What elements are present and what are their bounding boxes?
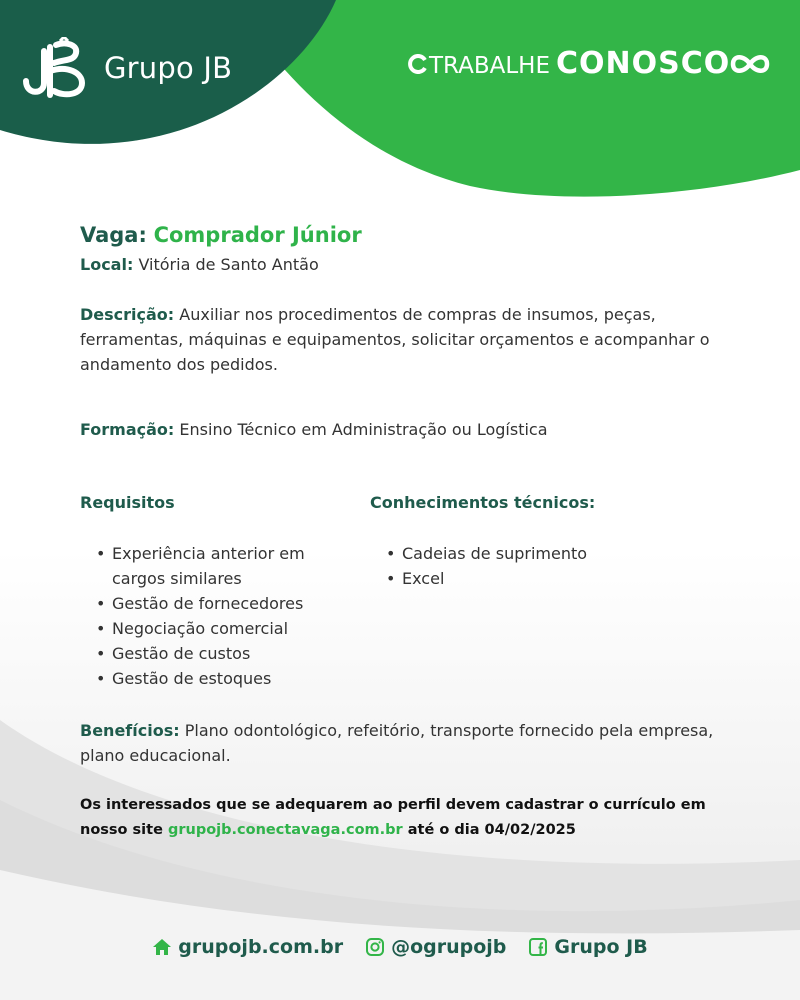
- list-item: • Gestão de fornecedores: [80, 591, 340, 616]
- home-icon: [152, 937, 172, 957]
- local-label: Local:: [80, 255, 134, 274]
- descricao-text: Auxiliar nos procedimentos de compras de insumos, peças, ferramentas, máquinas e equipamentos, solicitar orçamentos e acompanhar o andamento dos pedidos.: [80, 305, 710, 374]
- tagline-light: TRABALHE: [429, 53, 550, 79]
- cta-text-before: Os interessados que se adequarem ao perfil devem cadastrar o currículo em nosso site: [80, 797, 706, 838]
- footer: [0, 936, 800, 958]
- list-item: • Gestão de custos: [80, 641, 340, 666]
- call-to-action: [80, 793, 740, 843]
- formacao-label: Formação:: [80, 420, 175, 439]
- trabalhe-conosco-title: [408, 46, 770, 81]
- cta-text-after: até o dia 04/02/2025: [407, 822, 576, 838]
- brand-name: Grupo JB: [104, 51, 233, 85]
- requisitos-heading: Requisitos: [80, 493, 175, 512]
- list-item: • Cadeias de suprimento: [370, 541, 670, 566]
- conhecimentos-heading: Conhecimentos técnicos:: [370, 493, 596, 512]
- list-item: • Experiência anterior em cargos similares: [80, 541, 340, 591]
- tagline-bold: CONOSCO: [556, 46, 731, 81]
- instagram-text: @ogrupojb: [391, 936, 507, 958]
- descricao-block: [80, 302, 720, 377]
- local-value: Vitória de Santo Antão: [138, 255, 319, 274]
- local-line: [80, 255, 319, 274]
- loop-icon: [730, 52, 770, 76]
- formacao-text: Ensino Técnico em Administração ou Logística: [179, 420, 548, 439]
- list-item: • Gestão de estoques: [80, 666, 340, 691]
- conhecimentos-list: [370, 541, 670, 591]
- cta-link[interactable]: grupojb.conectavaga.com.br: [167, 822, 403, 838]
- facebook-text: Grupo JB: [554, 936, 648, 958]
- job-title-line: [80, 223, 362, 247]
- instagram-icon: [365, 937, 385, 957]
- footer-website[interactable]: [152, 936, 343, 958]
- facebook-icon: [528, 937, 548, 957]
- descricao-label: Descrição:: [80, 305, 175, 324]
- arc-icon: [408, 54, 428, 74]
- vaga-title: Comprador Júnior: [153, 223, 362, 247]
- beneficios-label: Benefícios:: [80, 721, 180, 740]
- list-item: • Negociação comercial: [80, 616, 340, 641]
- beneficios-block: [80, 718, 720, 768]
- logo-mark-icon: [20, 37, 96, 101]
- vaga-label: Vaga:: [80, 223, 147, 247]
- list-item: • Excel: [370, 566, 670, 591]
- footer-instagram[interactable]: [365, 936, 506, 958]
- formacao-line: [80, 420, 548, 439]
- requisitos-list: [80, 541, 340, 691]
- footer-facebook[interactable]: [528, 936, 647, 958]
- website-text: grupojb.com.br: [178, 936, 344, 958]
- beneficios-text: Plano odontológico, refeitório, transporte fornecido pela empresa, plano educacional.: [80, 721, 714, 765]
